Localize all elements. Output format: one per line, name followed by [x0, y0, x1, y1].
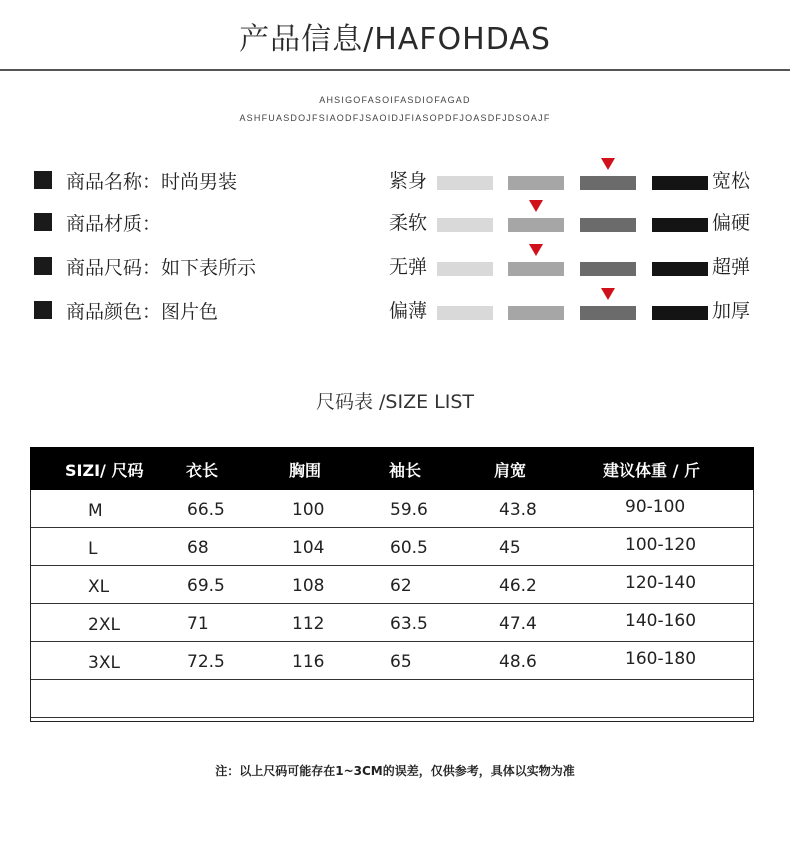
table-row-divider	[31, 641, 753, 642]
table-cell: 47.4	[499, 614, 537, 634]
size-table	[30, 447, 754, 722]
scale-segment	[580, 306, 636, 320]
scale-segment	[437, 176, 493, 190]
scale-marker-icon	[529, 244, 543, 256]
table-cell: 71	[187, 614, 209, 634]
table-cell: 140-160	[625, 611, 697, 631]
header-size: SIZI/ 尺码	[65, 461, 144, 480]
scale-segment	[580, 262, 636, 276]
table-cell: 100-120	[625, 535, 697, 555]
header-sleeve: 袖长	[389, 461, 422, 480]
table-cell: 45	[499, 538, 521, 558]
table-cell: 112	[292, 614, 325, 634]
size-note: 注：以上尺码可能存在1~3CM的误差，仅供参考，具体以实物为准	[215, 764, 575, 778]
scale-marker-icon	[601, 158, 615, 170]
info-color-text: 商品颜色：图片色	[66, 300, 219, 323]
header-length: 衣长	[186, 461, 219, 480]
size-table-title: 尺码表 /SIZE LIST	[315, 391, 475, 413]
scale-segment	[437, 306, 493, 320]
scale-left-label: 偏薄	[389, 300, 428, 322]
table-cell: 69.5	[187, 576, 225, 596]
table-cell: L	[88, 539, 98, 559]
scale-right-label: 宽松	[712, 170, 751, 192]
table-cell: 104	[292, 538, 325, 558]
scale-segment	[508, 262, 564, 276]
info-material-text: 商品材质：	[66, 212, 162, 235]
table-cell: 43.8	[499, 500, 537, 520]
table-cell: 63.5	[390, 614, 428, 634]
title-divider	[0, 69, 790, 71]
info-row-color	[34, 296, 218, 324]
table-row-divider	[31, 565, 753, 566]
scale-marker-icon	[601, 288, 615, 300]
table-cell: 68	[187, 538, 209, 558]
table-row-divider	[31, 527, 753, 528]
info-row-name	[34, 166, 237, 194]
size-table-header	[30, 447, 754, 490]
bullet-square-icon	[34, 213, 52, 231]
subtitle-line-2: ASHFUASDOJFSIAODFJSAOIDJFIASOPDFJOASDFJDSOAJF	[239, 113, 551, 123]
info-row-material	[34, 208, 161, 236]
scale-segment	[508, 218, 564, 232]
scale-segment	[652, 176, 708, 190]
scale-right-label: 超弹	[712, 256, 751, 278]
scale-segment	[437, 218, 493, 232]
scale-segment	[652, 262, 708, 276]
table-cell: M	[88, 501, 103, 521]
scale-segment	[437, 262, 493, 276]
info-row-size	[34, 252, 256, 280]
table-cell: 72.5	[187, 652, 225, 672]
header-shoulder: 肩宽	[494, 461, 527, 480]
table-cell: 116	[292, 652, 325, 672]
table-cell: 120-140	[625, 573, 697, 593]
scale-segment	[580, 176, 636, 190]
table-row-divider	[31, 679, 753, 680]
info-name-text: 商品名称：时尚男装	[66, 170, 238, 193]
header-chest: 胸围	[289, 461, 322, 480]
table-cell: 108	[292, 576, 325, 596]
table-cell: 59.6	[390, 500, 428, 520]
bullet-square-icon	[34, 301, 52, 319]
table-row-divider	[31, 717, 753, 718]
table-cell: 48.6	[499, 652, 537, 672]
table-cell: 3XL	[88, 653, 120, 673]
table-cell: 160-180	[625, 649, 697, 669]
bullet-square-icon	[34, 171, 52, 189]
bullet-square-icon	[34, 257, 52, 275]
scale-segment	[652, 218, 708, 232]
scale-segment	[508, 176, 564, 190]
table-cell: 65	[390, 652, 412, 672]
scale-segment	[652, 306, 708, 320]
scale-segment	[508, 306, 564, 320]
table-cell: 60.5	[390, 538, 428, 558]
scale-right-label: 加厚	[712, 300, 751, 322]
scale-left-label: 无弹	[389, 256, 428, 278]
table-cell: 90-100	[625, 497, 686, 517]
table-cell: 62	[390, 576, 412, 596]
info-size-text: 商品尺码：如下表所示	[66, 256, 257, 279]
table-cell: 66.5	[187, 500, 225, 520]
table-cell: 46.2	[499, 576, 537, 596]
table-cell: 100	[292, 500, 325, 520]
scale-segment	[580, 218, 636, 232]
page-title: 产品信息/HAFOHDAS	[239, 22, 551, 57]
scale-left-label: 柔软	[389, 212, 428, 234]
table-row-divider	[31, 603, 753, 604]
table-cell: XL	[88, 577, 110, 597]
scale-marker-icon	[529, 200, 543, 212]
table-cell: 2XL	[88, 615, 120, 635]
scale-right-label: 偏硬	[712, 212, 751, 234]
scale-left-label: 紧身	[389, 170, 428, 192]
header-weight: 建议体重 / 斤	[603, 461, 700, 480]
subtitle-line-1: AHSIGOFASOIFASDIOFAGAD	[319, 95, 471, 105]
